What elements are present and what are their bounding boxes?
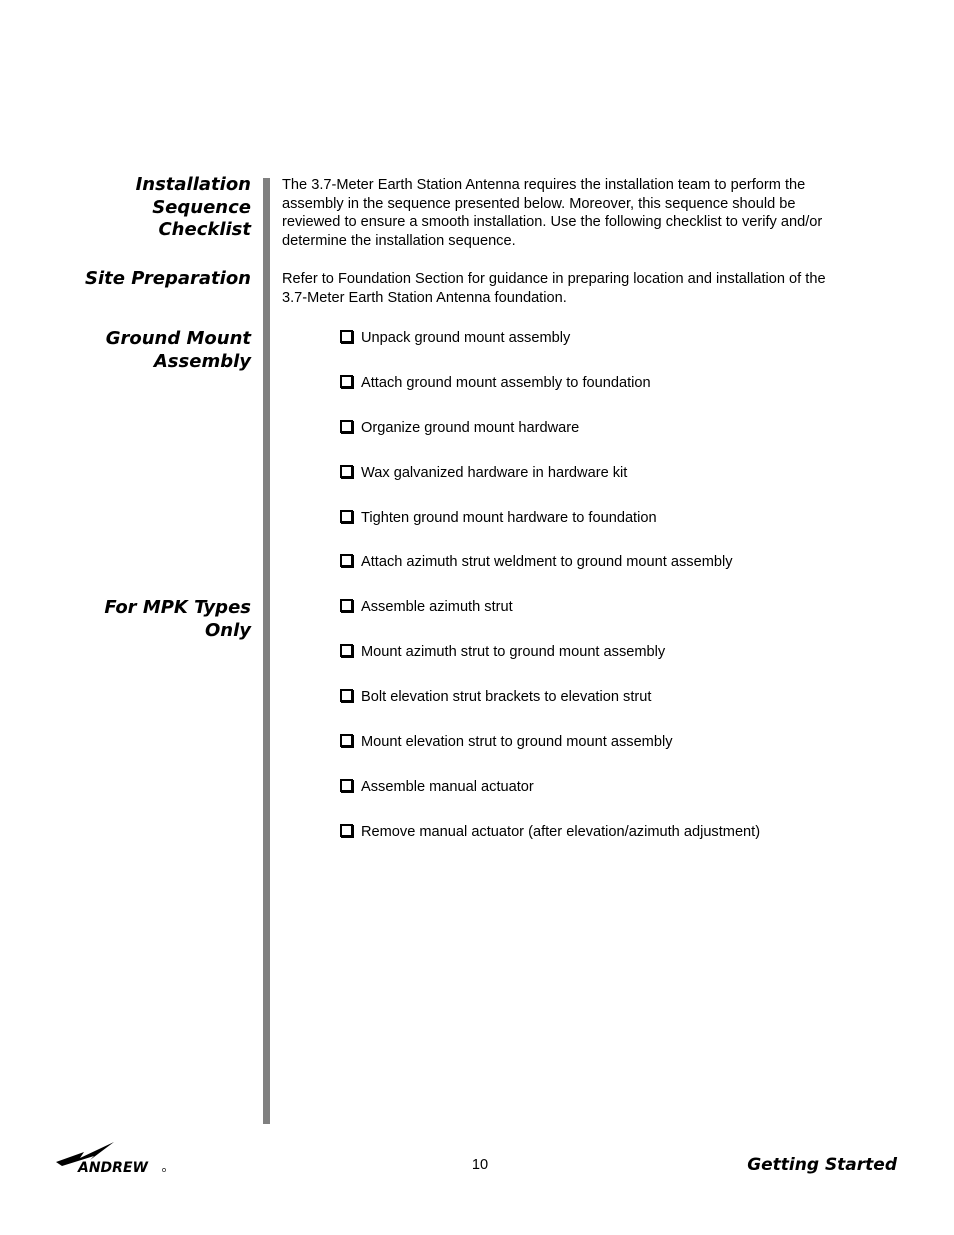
heading-line: Only — [204, 619, 251, 641]
checklist-item-label: Mount elevation strut to ground mount assembly — [361, 734, 673, 751]
checklist-item — [340, 823, 760, 868]
checkbox[interactable] — [340, 689, 353, 702]
checklist-item — [340, 688, 760, 733]
checklist-item-label: Mount azimuth strut to ground mount assembly — [361, 644, 666, 661]
footer-section-title: Getting Started — [747, 1155, 897, 1175]
checkbox[interactable] — [340, 824, 353, 837]
heading-installation-sequence-checklist — [21, 174, 251, 242]
registered-mark-icon — [162, 1168, 165, 1171]
checkbox[interactable] — [340, 599, 353, 612]
vertical-divider — [263, 178, 270, 1124]
checklist-item-label: Attach azimuth strut weldment to ground mount assembly — [361, 554, 733, 571]
paragraph-line: determine the installation sequence. — [282, 233, 516, 250]
checklist-item — [340, 643, 760, 688]
checklist-item — [340, 419, 760, 464]
installation-checklist — [340, 329, 760, 868]
paragraph-line: 3.7-Meter Earth Station Antenna foundation. — [282, 289, 567, 306]
checkbox[interactable] — [340, 330, 353, 343]
heading-line: Assembly — [153, 350, 251, 372]
paragraph-line: The 3.7-Meter Earth Station Antenna requires the installation team to perform the — [282, 177, 806, 193]
andrew-logo — [56, 1140, 176, 1176]
checklist-item-label: Attach ground mount assembly to foundation — [361, 374, 651, 391]
paragraph-line: Refer to Foundation Section for guidance in preparing location and installation of the — [282, 271, 826, 287]
checkbox[interactable] — [340, 734, 353, 747]
checklist-item-label: Assemble manual actuator — [361, 778, 534, 795]
checkbox[interactable] — [340, 465, 353, 478]
checkbox[interactable] — [340, 644, 353, 657]
page-number: 10 — [471, 1157, 489, 1173]
checklist-item — [340, 329, 760, 374]
paragraph-line: reviewed to ensure a smooth installation. Use the following checklist to verify and/or — [282, 214, 823, 231]
heading-ground-mount-assembly — [21, 328, 251, 373]
checklist-item — [340, 374, 760, 419]
heading-line: For MPK Types — [104, 597, 251, 618]
checklist-item — [340, 778, 760, 823]
site-preparation-paragraph — [282, 270, 882, 307]
logo-text: ANDREW — [78, 1160, 148, 1176]
checklist-item-label: Assemble azimuth strut — [361, 599, 513, 616]
checkbox[interactable] — [340, 375, 353, 388]
checklist-item-label: Wax galvanized hardware in hardware kit — [361, 464, 628, 481]
checkbox[interactable] — [340, 554, 353, 567]
heading-line: Checklist — [158, 219, 251, 240]
checkbox[interactable] — [340, 420, 353, 433]
checklist-item — [340, 553, 760, 598]
heading-line: Ground Mount — [105, 328, 251, 349]
intro-paragraph — [282, 176, 882, 251]
checkbox[interactable] — [340, 779, 353, 792]
checklist-item-label: Bolt elevation strut brackets to elevation strut — [361, 689, 652, 706]
checklist-item-label: Unpack ground mount assembly — [361, 330, 571, 346]
heading-line: Sequence — [152, 196, 251, 218]
checklist-item — [340, 598, 760, 643]
checklist-item-label: Remove manual actuator (after elevation/azimuth adjustment) — [361, 823, 761, 840]
paragraph-line: assembly in the sequence presented below. Moreover, this sequence should be — [282, 195, 796, 212]
checklist-item-label: Organize ground mount hardware — [361, 419, 580, 436]
heading-line: Installation — [135, 174, 251, 195]
checklist-item — [340, 509, 760, 554]
checklist-item — [340, 464, 760, 509]
heading-site-preparation: Site Preparation — [85, 268, 251, 289]
heading-mpk-types-only — [21, 597, 251, 642]
checklist-item-label: Tighten ground mount hardware to foundation — [361, 509, 657, 526]
checkbox[interactable] — [340, 510, 353, 523]
checklist-item — [340, 733, 760, 778]
